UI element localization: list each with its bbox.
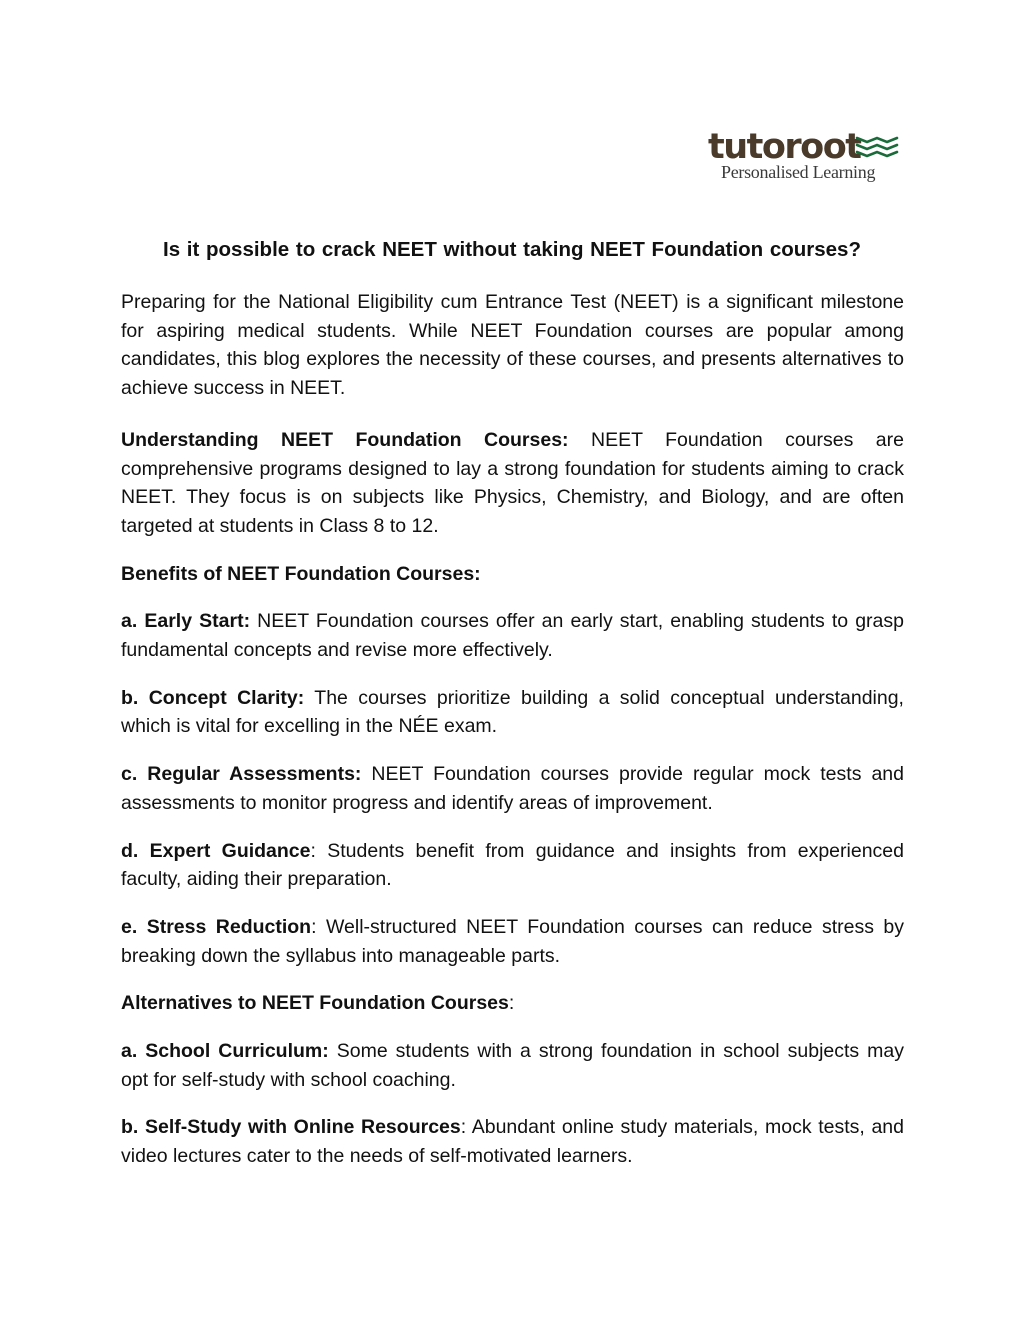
benefit-text: NEET Foundation courses offer an early start, enabling students to grasp fundamental concepts and revise more effectively. bbox=[121, 610, 904, 662]
benefit-label: e. Stress Reduction bbox=[121, 915, 312, 938]
alternative-item bbox=[121, 1037, 904, 1094]
logo-tagline: Personalised Learning bbox=[721, 162, 876, 182]
benefit-label: d. Expert Guidance bbox=[121, 839, 311, 862]
benefit-label: c. Regular Assessments: bbox=[121, 763, 362, 786]
understanding-text: NEET Foundation courses are comprehensive programs designed to lay a strong foundation for students aiming to crack NEET. They focus is on subjects like Physics, Chemistry, and Biology, and are often targeted at students in Class 8 to 12. bbox=[121, 428, 904, 537]
benefit-text: : Students benefit from guidance and insights from experienced faculty, aiding their preparation. bbox=[121, 839, 904, 891]
intro-paragraph: Preparing for the National Eligibility cum Entrance Test (NEET) is a significant milestone for aspiring medical students. While NEET Foundation courses are popular among candidates, this blog explores the necessity of these courses, and presents alternatives to achieve success in NEET. bbox=[121, 291, 904, 400]
benefit-label: a. Early Start: bbox=[121, 610, 251, 633]
book-lines-icon bbox=[854, 133, 900, 161]
benefit-item bbox=[121, 607, 904, 664]
alternative-text: Some students with a strong foundation in school subjects may opt for self-study with school coaching. bbox=[121, 1040, 904, 1091]
alternative-label: b. Self-Study with Online Resources bbox=[121, 1116, 461, 1139]
logo-wordmark: tutoroot bbox=[708, 127, 861, 167]
benefits-heading: Benefits of NEET Foundation Courses: bbox=[121, 562, 481, 585]
benefit-text: : Well-structured NEET Foundation courses can reduce stress by breaking down the syllabus into manageable parts. bbox=[121, 915, 904, 967]
understanding-paragraph bbox=[121, 426, 904, 541]
benefit-item bbox=[121, 913, 904, 970]
benefit-text: The courses prioritize building a solid conceptual understanding, which is vital for excelling in the NÉE exam. bbox=[121, 686, 904, 738]
benefit-text: NEET Foundation courses provide regular mock tests and assessments to monitor progress and identify areas of improvement. bbox=[121, 763, 904, 814]
understanding-heading: Understanding NEET Foundation Courses: bbox=[121, 428, 569, 451]
alternative-item bbox=[121, 1113, 904, 1170]
page-title: Is it possible to crack NEET without taking NEET Foundation courses? bbox=[163, 238, 861, 261]
benefit-label: b. Concept Clarity: bbox=[121, 686, 305, 709]
brand-logo bbox=[708, 128, 908, 188]
benefit-item bbox=[121, 684, 904, 741]
alternative-label: a. School Curriculum: bbox=[121, 1040, 329, 1063]
alternatives-heading: Alternatives to NEET Foundation Courses: bbox=[121, 992, 515, 1015]
alternative-text: : Abundant online study materials, mock tests, and video lectures cater to the needs of self-motivated learners. bbox=[121, 1116, 905, 1168]
article-body bbox=[121, 288, 904, 1171]
benefit-item bbox=[121, 760, 904, 817]
benefit-item bbox=[121, 837, 904, 894]
